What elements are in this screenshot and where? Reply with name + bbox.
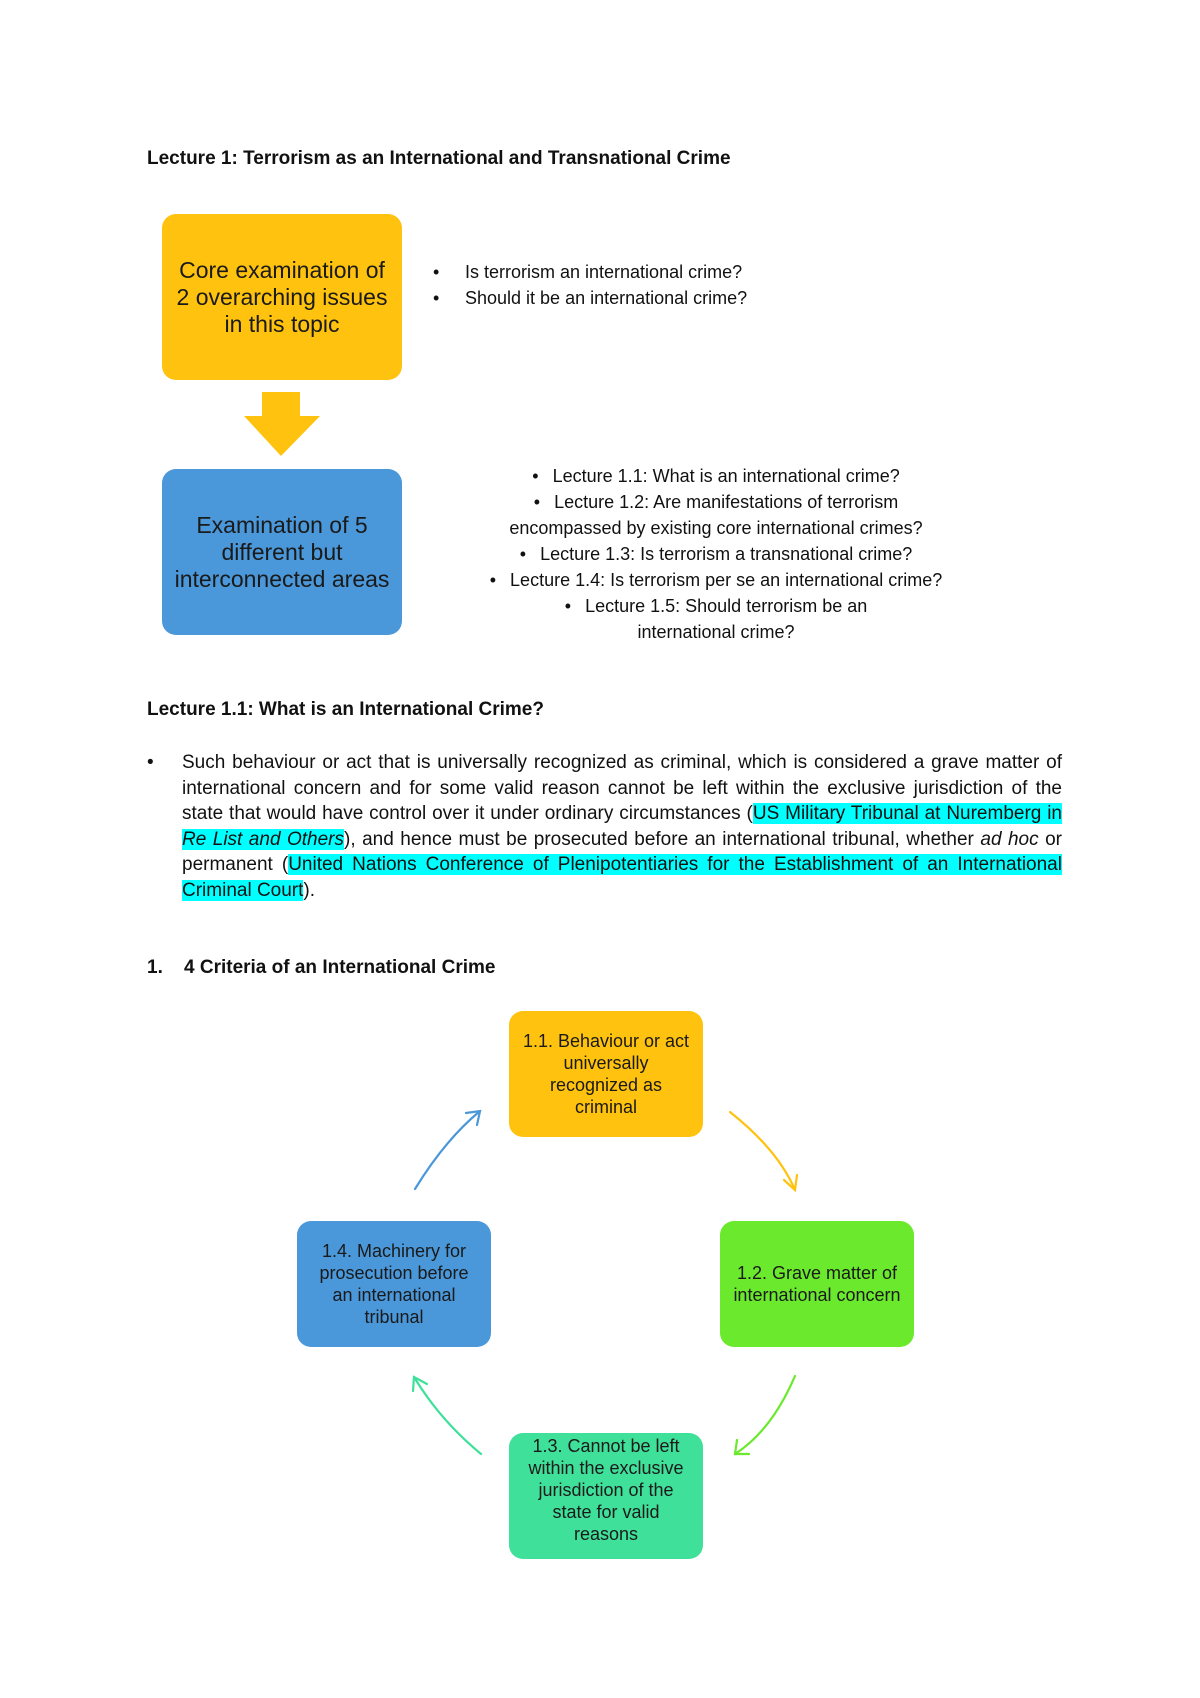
criterion-box-4: 1.4. Machinery for prosecution before an international tribunal bbox=[297, 1221, 491, 1347]
core-examination-box: Core examination of 2 overarching issues in this topic bbox=[162, 214, 402, 380]
bullet-icon: • bbox=[519, 544, 527, 564]
highlighted-citation: US Military Tribunal at Nuremberg in Re List and Others bbox=[182, 803, 1063, 850]
lecture-item: • Lecture 1.1: What is an international crime? bbox=[532, 466, 900, 486]
lecture-1-title: Lecture 1: Terrorism as an International and Transnational Crime bbox=[147, 148, 731, 169]
criterion-box-2: 1.2. Grave matter of international concern bbox=[720, 1221, 914, 1347]
bullet-icon: • bbox=[564, 596, 572, 616]
criterion-box-3: 1.3. Cannot be left within the exclusive jurisdiction of the state for valid reasons bbox=[509, 1433, 703, 1559]
lecture-1-1-title: Lecture 1.1: What is an International Crime? bbox=[147, 699, 544, 720]
lecture-item: • Lecture 1.2: Are manifestations of terrorism encompassed by existing core international crimes? bbox=[509, 492, 923, 538]
definition-paragraph: Such behaviour or act that is universally recognized as criminal, which is considered a grave matter of international concern and for some valid reason cannot be left within the exclusive jurisdiction of the state that would have control over it under ordinary circumstances (US Military Tribunal at Nuremberg in Re List and Others), and hence must be prosecuted before an international tribunal, whether ad hoc or permanent (United Nations Conference of Plenipotentiaries for the Establishment of an International Criminal Court). bbox=[182, 752, 1063, 901]
examination-areas-box: Examination of 5 different but interconnected areas bbox=[162, 469, 402, 635]
lecture-item: • Lecture 1.3: Is terrorism a transnational crime? bbox=[519, 544, 913, 564]
criteria-number: 1. bbox=[147, 957, 163, 978]
bullet-icon: • bbox=[533, 492, 541, 512]
bullet-icon: • bbox=[147, 752, 154, 773]
bullet-icon: • bbox=[532, 466, 539, 486]
bullet-icon: • bbox=[489, 570, 497, 590]
highlighted-citation: United Nations Conference of Plenipotentiaries for the Establishment of an International Criminal Court bbox=[182, 854, 1062, 901]
arrow-icon bbox=[730, 1112, 795, 1190]
core-question-item: • Should it be an international crime? bbox=[465, 285, 747, 311]
arrow-icon bbox=[415, 1111, 480, 1189]
criterion-box-1: 1.1. Behaviour or act universally recognized as criminal bbox=[509, 1011, 703, 1137]
criteria-title: 4 Criteria of an International Crime bbox=[184, 957, 496, 978]
arrow-icon bbox=[735, 1376, 795, 1454]
lecture-item: • Lecture 1.4: Is terrorism per se an international crime? bbox=[489, 570, 943, 590]
core-question-item: • Is terrorism an international crime? bbox=[465, 259, 747, 285]
arrow-icon bbox=[414, 1377, 481, 1454]
lecture-item: • Lecture 1.5: Should terrorism be an international crime? bbox=[564, 596, 868, 642]
